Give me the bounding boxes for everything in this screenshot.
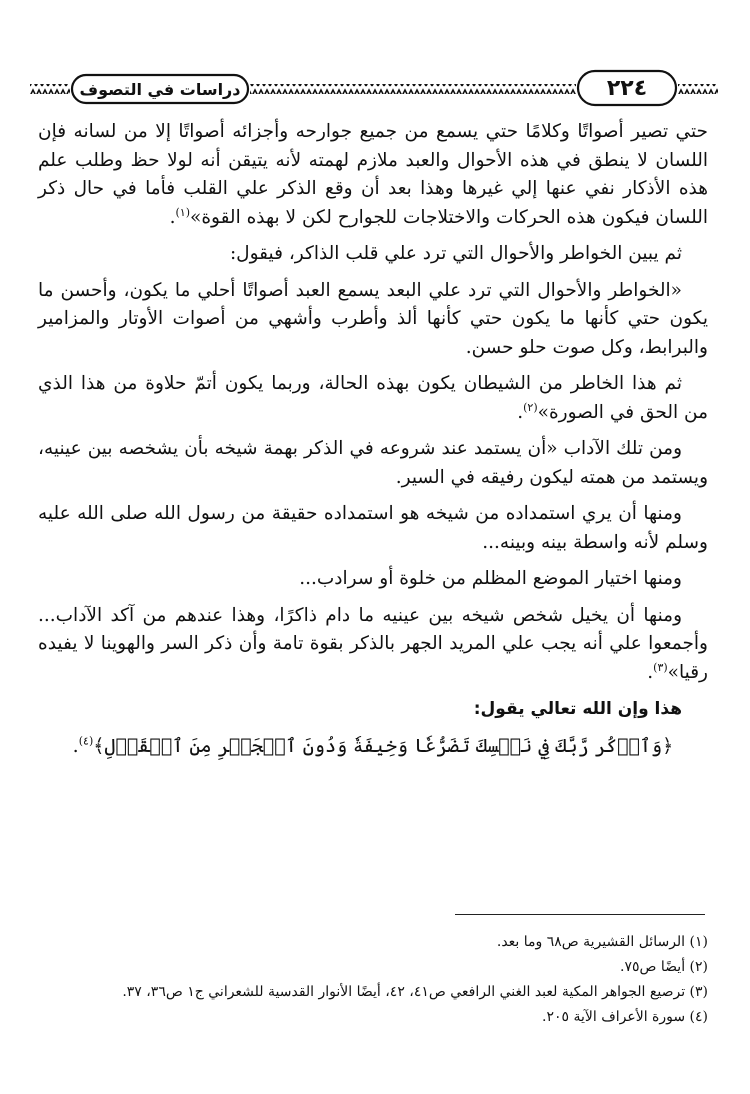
footnote-ref-2: (٢) [523,400,538,414]
footnote-2: (٢) أيضًا ص٧٥. [620,959,708,975]
footnote-ref-3: (٣) [653,660,668,674]
footnotes [38,930,708,1030]
ornament-band-middle [250,84,576,94]
page-number: ٢٢٤ [606,75,648,101]
footnote-1: (١) الرسائل القشيرية ص٦٨ وما بعد. [496,934,708,950]
paragraph-3: «الخواطر والأحوال التي ترد علي البعد يسمع العبد أصواتًا أحلي ما يكون، وأحسن ما يكون حتي كأنها ما يكون حتي كأنها ألذ وأطرب وأشهي من أصوات الأوتار والمزامير والبرابط، وكل صوت حلو حسن. [38,279,708,358]
page-header [30,68,720,112]
paragraph-5: ومن تلك الآداب «أن يستمد عند شروعه في الذكر بهمة شيخه بأن يشخصه بين عينيه، ويستمد من همته ليكون رفيقه في السير. [38,438,708,488]
paragraph-9: هذا وإن الله تعالي يقول: [473,699,682,719]
paragraph-4: ثم هذا الخاطر من الشيطان يكون بهذه الحالة، وربما يكون أتمّ حلاوة من هذا الذي من الحق في الصورة»$^{(٢)}$. [38,373,708,423]
footnote-4: (٤) سورة الأعراف الآية ٢٠٥. [542,1009,708,1025]
paragraph-6: ومنها أن يري استمداده من شيخه هو استمداده حقيقة من رسول الله صلى الله عليه وسلم لأنه واسطة بينه وبينه... [38,503,708,553]
paragraph-2: ثم يبين الخواطر والأحوال التي ترد علي قلب الذاكر، فيقول: [229,243,682,264]
footnote-ref-1: (١) [175,205,190,219]
footnote-ref-4: (٤) [78,734,94,748]
ornament-band-left [30,84,70,94]
quran-verse: ﴿وَٱذۡكُر رَّبَّكَ فِي نَفۡسِكَ تَضَرُّعٗا وَخِيفَةٗ وَدُونَ ٱلۡجَهۡرِ مِنَ ٱلۡقَوۡلِ﴾$^{(٤)}$. [72,734,674,757]
ornament-band-right [678,84,718,94]
paragraph-7: ومنها اختيار الموضع المظلم من خلوة أو سرادب... [299,568,682,589]
main-text [38,118,708,768]
footnote-separator [455,914,705,915]
footnote-3: (٣) ترصيع الجواهر المكية لعبد الغني الرافعي ص٤١، ٤٢، أيضًا الأنوار القدسية للشعراني ج١ ص٣٦، ٣٧. [122,984,708,1000]
paragraph-1: حتي تصير أصواتًا وكلامًا حتي يسمع من جميع جوارحه وأجزائه أصواتًا إلا من لسانه فإن اللسان لا ينطق في هذه الأحوال والعبد ملازم لهمته لأنه يتيقن أنه لولا حظ وطلب علم هذه الأذكار نفي عنها إلي غيرها وهذا بعد أن وقع الذكر علي القلب فأما في حال ذكر اللسان فيكون هذه الحركات والاختلاجات للجوارح لكن لا بهذه القوة»$^{(١)}$. [38,121,708,228]
running-title: دراسات في التصوف [79,79,241,99]
paragraph-8: ومنها أن يخيل شخص شيخه بين عينيه ما دام ذاكرًا، وهذا عندهم من آكد الآداب... وأجمعوا علي أنه يجب علي المريد الجهر بالذكر بقوة تامة وأن ذكر السر والهوينا لا يفيده رقيا»$^{(٣)}$. [38,604,708,683]
